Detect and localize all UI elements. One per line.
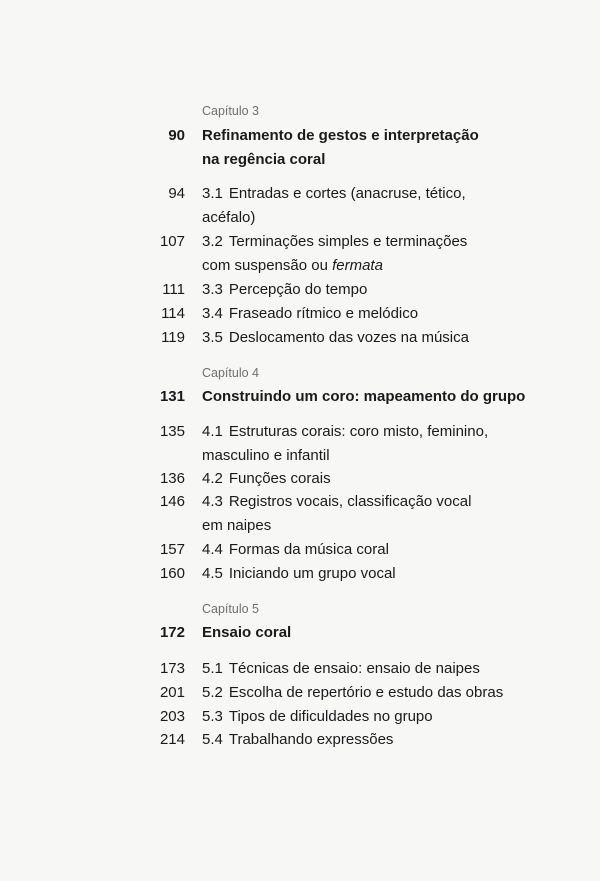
section-number: 4.5 bbox=[202, 565, 223, 582]
chapter-title-line: na regência coral bbox=[202, 151, 326, 168]
entry-page-number: 146 bbox=[159, 493, 185, 510]
section-number: 3.4 bbox=[202, 305, 223, 322]
entry-title: Funções corais bbox=[228, 470, 331, 487]
entry-text bbox=[202, 420, 522, 468]
entry-page-number: 119 bbox=[161, 329, 185, 346]
chapter-title: Ensaio coral bbox=[202, 624, 292, 641]
section-number: 3.3 bbox=[202, 281, 223, 298]
entry-text bbox=[202, 182, 522, 230]
entry-text bbox=[202, 681, 522, 705]
chapter-title-line: Refinamento de gestos e interpretação bbox=[202, 127, 479, 144]
section-number: 3.5 bbox=[202, 329, 223, 346]
chapter-title bbox=[202, 124, 522, 172]
entry-page-number: 203 bbox=[159, 708, 185, 725]
entry-text bbox=[202, 562, 522, 586]
entry-text bbox=[202, 705, 522, 729]
section-number: 5.2 bbox=[202, 684, 223, 701]
entry-page-number: 201 bbox=[159, 684, 185, 701]
entry-page-number: 114 bbox=[161, 305, 185, 322]
entry-text bbox=[202, 467, 522, 491]
entry-title: Percepção do tempo bbox=[228, 281, 368, 298]
section-number: 4.1 bbox=[202, 423, 223, 440]
entry-text bbox=[202, 657, 522, 681]
entry-title: Iniciando um grupo vocal bbox=[228, 565, 396, 582]
entry-title: Entradas e cortes (anacruse, tético, bbox=[228, 185, 466, 202]
section-number: 3.1 bbox=[202, 185, 223, 202]
chapter-title: Construindo um coro: mapeamento do grupo bbox=[202, 388, 526, 405]
entry-title: Trabalhando expressões bbox=[228, 731, 394, 748]
entry-page-number: 94 bbox=[168, 185, 185, 202]
entry-title-cont: acéfalo) bbox=[202, 209, 256, 226]
entry-page-number: 111 bbox=[162, 281, 185, 298]
entry-page-number: 160 bbox=[159, 565, 185, 582]
section-number: 4.2 bbox=[202, 470, 223, 487]
entry-title: Terminações simples e terminações bbox=[228, 233, 468, 250]
entry-text bbox=[202, 302, 522, 326]
section-number: 4.3 bbox=[202, 493, 223, 510]
entry-text bbox=[202, 728, 522, 752]
entry-title-cont: com suspensão ou bbox=[202, 257, 333, 274]
entry-title: Técnicas de ensaio: ensaio de naipes bbox=[228, 660, 480, 677]
entry-page-number: 214 bbox=[159, 731, 185, 748]
entry-page-number: 173 bbox=[159, 660, 185, 677]
section-number: 5.4 bbox=[202, 731, 223, 748]
entry-title: Fraseado rítmico e melódico bbox=[228, 305, 419, 322]
section-number: 4.4 bbox=[202, 541, 223, 558]
entry-title: Estruturas corais: coro misto, feminino, bbox=[228, 423, 489, 440]
chapter-page-number: 90 bbox=[168, 127, 185, 144]
section-number: 5.3 bbox=[202, 708, 223, 725]
entry-text bbox=[202, 538, 522, 562]
entry-title: Formas da música coral bbox=[228, 541, 389, 558]
entry-text bbox=[202, 490, 522, 538]
chapter-label: Capítulo 4 bbox=[202, 366, 259, 380]
entry-title-cont: em naipes bbox=[202, 517, 272, 534]
entry-text bbox=[202, 230, 522, 278]
section-number: 3.2 bbox=[202, 233, 223, 250]
section-number: 5.1 bbox=[202, 660, 223, 677]
chapter-label: Capítulo 3 bbox=[202, 104, 259, 118]
chapter-label: Capítulo 5 bbox=[202, 602, 259, 616]
chapter-page-number: 131 bbox=[159, 388, 185, 405]
entry-title: Deslocamento das vozes na música bbox=[228, 329, 469, 346]
entry-title: Escolha de repertório e estudo das obras bbox=[228, 684, 504, 701]
entry-title-cont: masculino e infantil bbox=[202, 447, 330, 464]
entry-text bbox=[202, 326, 522, 350]
entry-title-italic: fermata bbox=[332, 257, 383, 274]
entry-page-number: 135 bbox=[159, 423, 185, 440]
entry-page-number: 107 bbox=[159, 233, 185, 250]
chapter-page-number: 172 bbox=[159, 624, 185, 641]
entry-text bbox=[202, 278, 522, 302]
entry-page-number: 136 bbox=[159, 470, 185, 487]
entry-title: Tipos de dificuldades no grupo bbox=[228, 708, 433, 725]
entry-page-number: 157 bbox=[159, 541, 185, 558]
entry-title: Registros vocais, classificação vocal bbox=[228, 493, 472, 510]
